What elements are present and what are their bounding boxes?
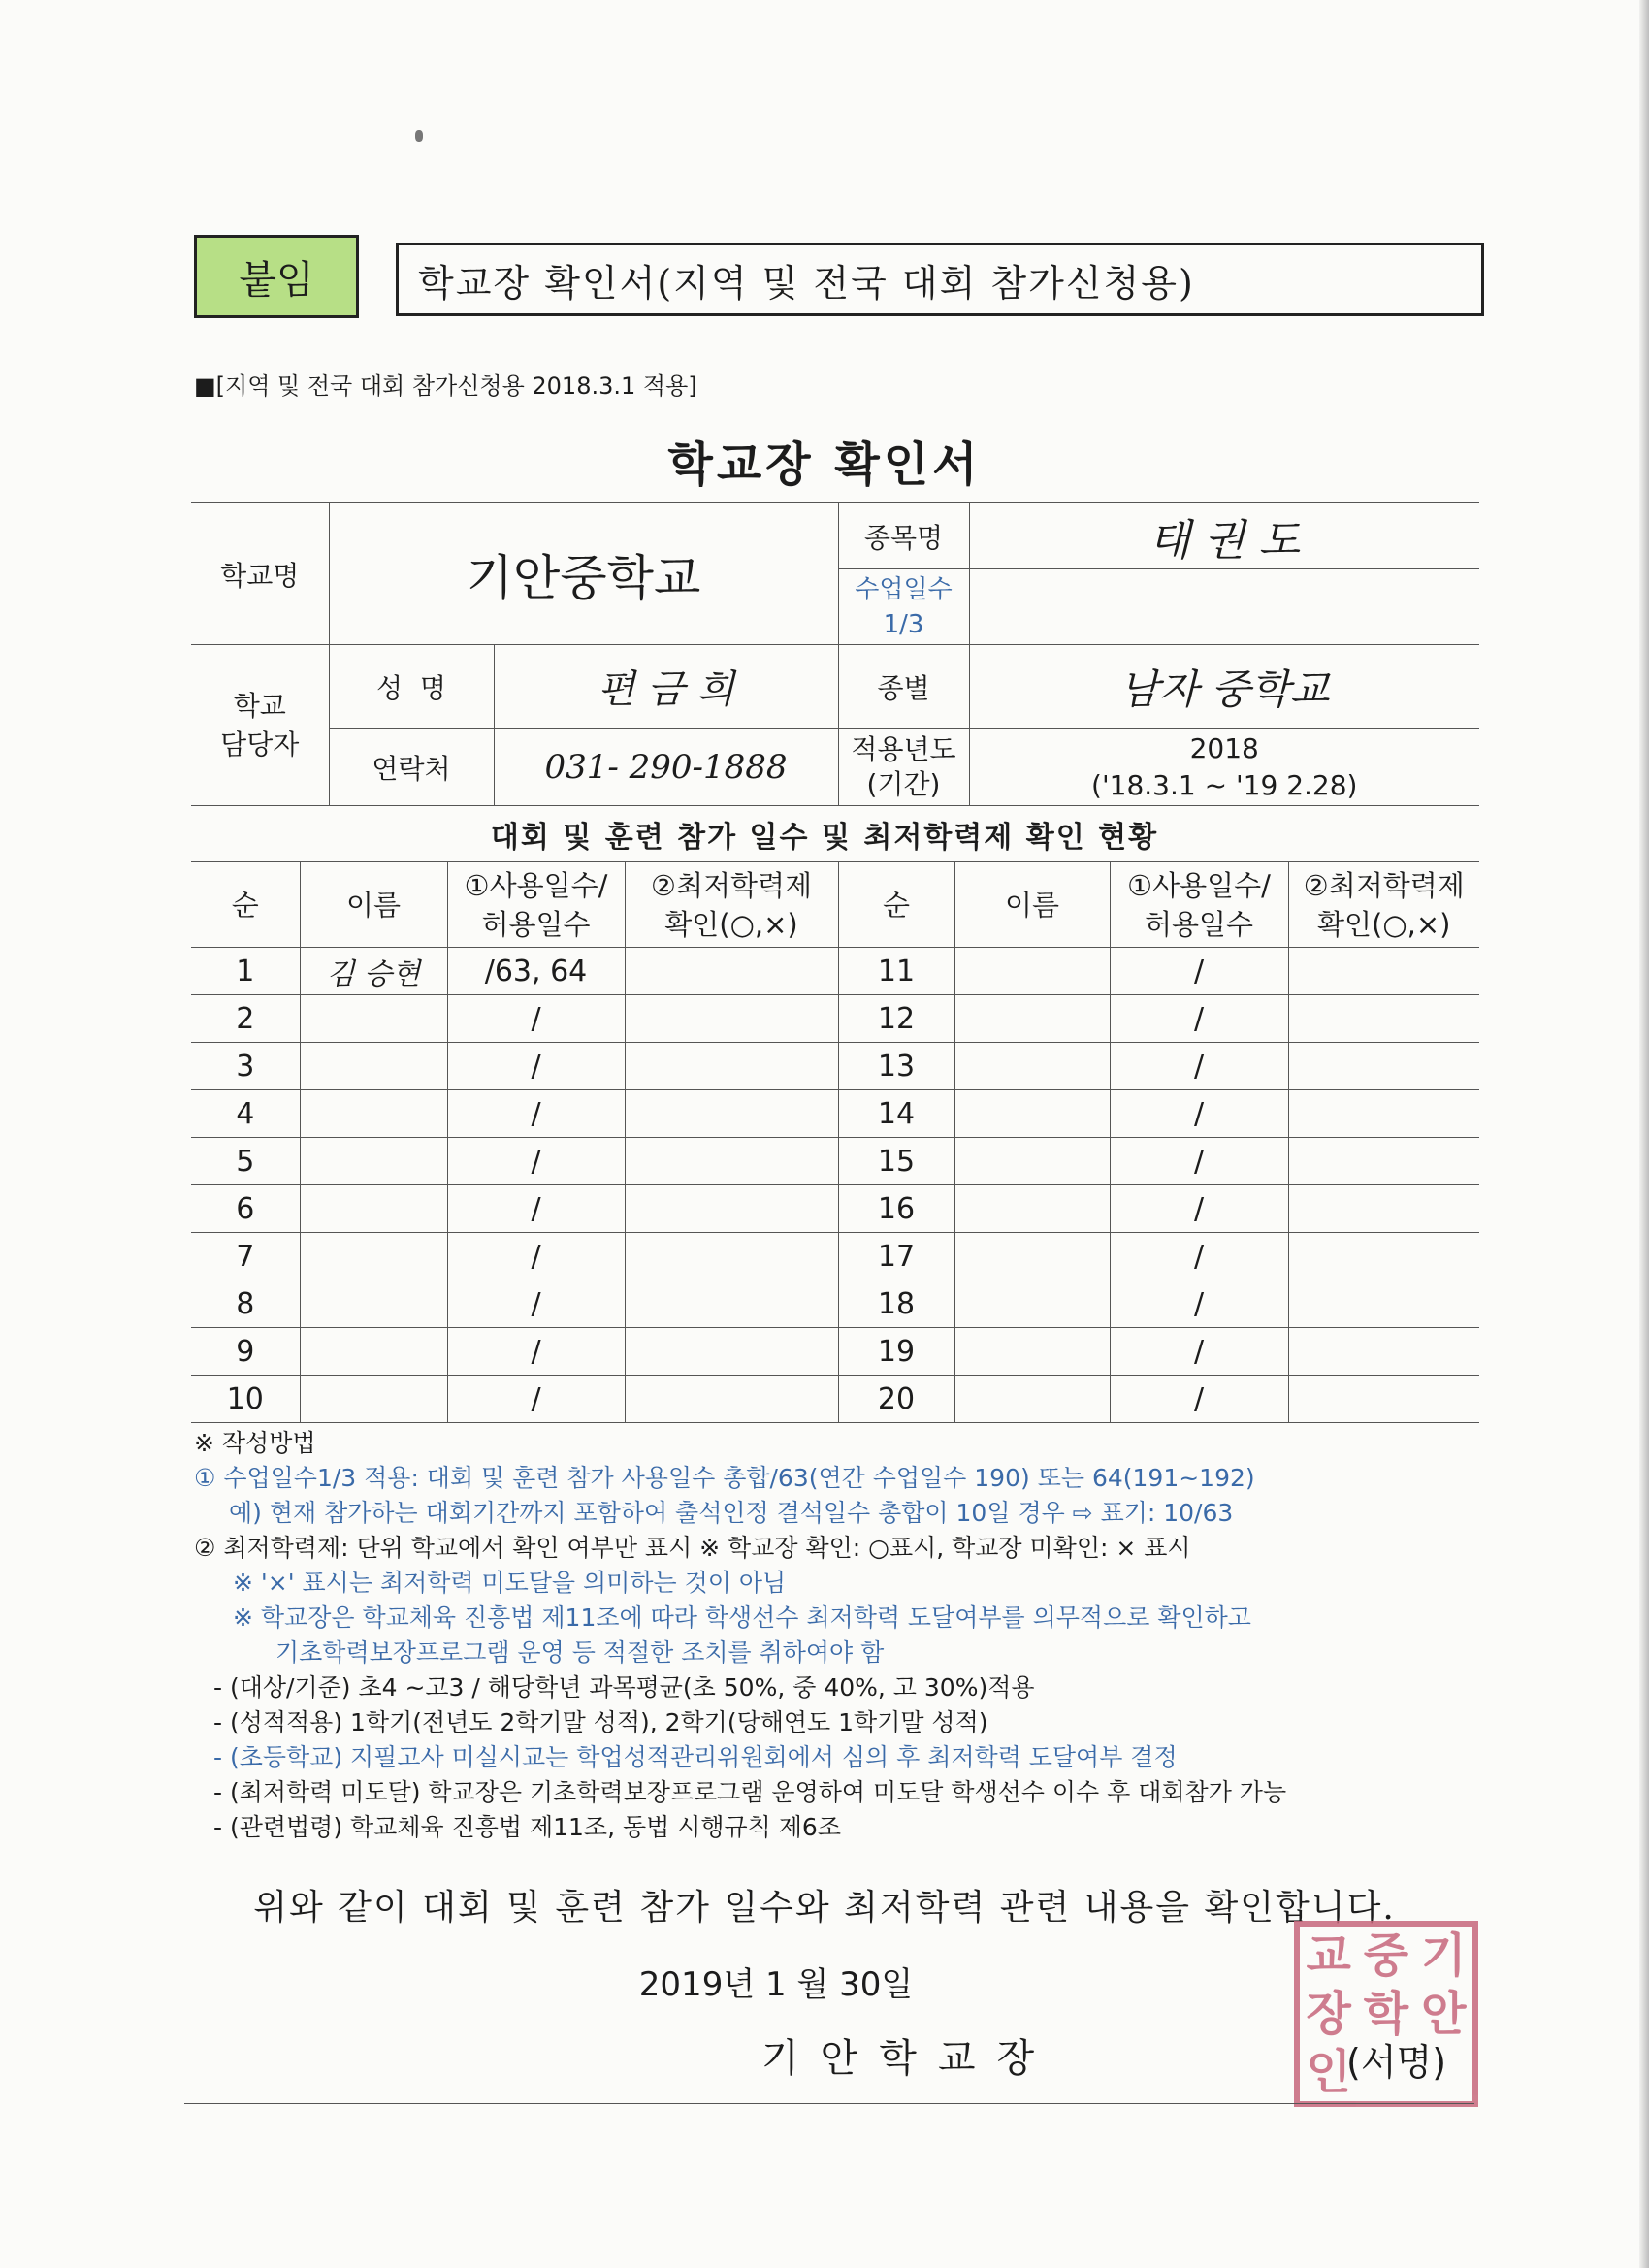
- table-row: [191, 1376, 1479, 1423]
- row-no: 9: [191, 1328, 300, 1376]
- header-check-line2: 확인(○,×): [1317, 907, 1451, 941]
- year-value-line1: 2018: [1189, 731, 1259, 764]
- row-name: [300, 1043, 447, 1090]
- row-name: [954, 1090, 1110, 1138]
- header-no: 순: [191, 862, 300, 948]
- header-check: [1288, 862, 1479, 948]
- row-name: [300, 1138, 447, 1185]
- method-line: - (초등학교) 지필고사 미실시교는 학업성적관리위원회에서 심의 후 최저학력 도달여부 결정: [213, 1743, 1178, 1771]
- name-value: 편 금 희: [494, 645, 838, 729]
- row-no: 19: [838, 1328, 954, 1376]
- class-days-label-line1: 수업일수: [855, 574, 953, 604]
- sport-label: 종목명: [838, 503, 969, 569]
- attachment-header: [194, 235, 1484, 318]
- row-no: 5: [191, 1138, 300, 1185]
- row-no: 16: [838, 1185, 954, 1233]
- row-name: [954, 1376, 1110, 1423]
- name-label: 성 명: [329, 645, 494, 729]
- row-no: 4: [191, 1090, 300, 1138]
- seal-glyph: 기: [1421, 1928, 1467, 1983]
- header-check-line2: 확인(○,×): [664, 907, 798, 941]
- year-value-line2: ('18.3.1 ~ '19 2.28): [1091, 768, 1358, 801]
- year-label-line2: (기간): [866, 767, 941, 800]
- method-line: ※ '×' 표시는 최저학력 미도달을 의미하는 것이 아님: [233, 1569, 787, 1597]
- row-check: [1288, 1328, 1479, 1376]
- row-days: /: [447, 1376, 625, 1423]
- staff-label: [191, 645, 329, 806]
- row-name: 김 승현: [300, 948, 447, 995]
- method-line: - (관련법령) 학교체육 진흥법 제11조, 동법 시행규칙 제6조: [213, 1813, 841, 1841]
- applicability-note: ■[지역 및 전국 대회 참가신청용 2018.3.1 적용]: [194, 373, 697, 400]
- table-row: [191, 1090, 1479, 1138]
- category-value: 남자 중학교: [969, 645, 1479, 729]
- method-line: - (최저학력 미도달) 학교장은 기초학력보장프로그램 운영하여 미도달 학생선수 이수 후 대회참가 가능: [213, 1778, 1287, 1806]
- method-line: 기초학력보장프로그램 운영 등 적절한 조치를 취하여야 함: [275, 1638, 885, 1667]
- method-line: ① 수업일수1/3 적용: 대회 및 훈련 참가 사용일수 총합/63(연간 수업일수 190) 또는 64(191~192): [194, 1464, 1255, 1492]
- method-line: ② 최저학력제: 단위 학교에서 확인 여부만 표시 ※ 학교장 확인: ○표시, 학교장 미확인: × 표시: [194, 1534, 1191, 1562]
- row-no: 17: [838, 1233, 954, 1280]
- row-days: /: [1110, 1280, 1288, 1328]
- row-check: [625, 1280, 838, 1328]
- header-days-line2: 허용일수: [1144, 907, 1254, 941]
- sport-value: 태 권 도: [969, 503, 1479, 569]
- seal-glyph: 장: [1306, 1987, 1351, 2041]
- category-label: 종별: [838, 645, 969, 729]
- row-check: [1288, 948, 1479, 995]
- row-no: 18: [838, 1280, 954, 1328]
- row-days: /: [447, 995, 625, 1043]
- row-name: [954, 1138, 1110, 1185]
- writing-method: [194, 1426, 1484, 1845]
- header-days-line1: ①사용일수/: [464, 868, 608, 902]
- method-line: - (대상/기준) 초4 ~고3 / 해당학년 과목평균(초 50%, 중 40%, 고 30%)적용: [213, 1673, 1035, 1701]
- row-name: [300, 1328, 447, 1376]
- row-days: /: [447, 1233, 625, 1280]
- school-name: 기안중학교: [329, 503, 838, 645]
- method-line: ※ 학교장은 학교체육 진흥법 제11조에 따라 학생선수 최저학력 도달여부를 의무적으로 확인하고: [233, 1604, 1251, 1632]
- scan-speck: [415, 130, 423, 142]
- staff-label-line2: 담당자: [220, 728, 300, 761]
- row-name: [954, 995, 1110, 1043]
- table-row: [191, 1043, 1479, 1090]
- row-check: [625, 1138, 838, 1185]
- method-lines: [194, 1461, 1484, 1845]
- signature-label: (서명): [1346, 2041, 1447, 2084]
- header-name: 이름: [954, 862, 1110, 948]
- year-value: [969, 729, 1479, 806]
- row-check: [625, 948, 838, 995]
- row-no: 11: [838, 948, 954, 995]
- row-days: /: [1110, 1185, 1288, 1233]
- table-row: [191, 995, 1479, 1043]
- confirmation-date: 2019년 1 월 30일: [638, 1965, 914, 2004]
- method-line: - (성적적용) 1학기(전년도 2학기말 성적), 2학기(당해연도 1학기말 성적): [213, 1708, 988, 1736]
- row-no: 13: [838, 1043, 954, 1090]
- row-name: [954, 1043, 1110, 1090]
- header-days-line1: ①사용일수/: [1127, 868, 1271, 902]
- row-check: [625, 1090, 838, 1138]
- participation-table: [191, 861, 1479, 1423]
- header-check-line1: ②최저학력제: [650, 868, 813, 902]
- row-no: 12: [838, 995, 954, 1043]
- row-name: [300, 1185, 447, 1233]
- year-label-line1: 적용년도: [851, 732, 956, 765]
- contact-label: 연락처: [329, 729, 494, 806]
- class-days-value: [969, 569, 1479, 645]
- row-days: /: [1110, 1138, 1288, 1185]
- seal-glyph: 중: [1363, 1928, 1409, 1983]
- row-days: /: [1110, 1328, 1288, 1376]
- divider-bottom: [184, 2103, 1474, 2104]
- year-label: [838, 729, 969, 806]
- row-no: 10: [191, 1376, 300, 1423]
- row-name: [954, 1280, 1110, 1328]
- row-days: /: [447, 1043, 625, 1090]
- table-row: [191, 948, 1479, 995]
- seal-glyph: 안: [1421, 1987, 1467, 2041]
- row-check: [1288, 1138, 1479, 1185]
- row-name: [954, 948, 1110, 995]
- row-check: [625, 1376, 838, 1423]
- class-days-label-line2: 1/3: [883, 609, 924, 639]
- row-check: [1288, 995, 1479, 1043]
- row-name: [300, 1233, 447, 1280]
- row-no: 8: [191, 1280, 300, 1328]
- method-heading: ※ 작성방법: [194, 1429, 316, 1457]
- table-row: [191, 1328, 1479, 1376]
- row-no: 7: [191, 1233, 300, 1280]
- row-check: [1288, 1185, 1479, 1233]
- header-check-line1: ②최저학력제: [1303, 868, 1465, 902]
- header-days-line2: 허용일수: [481, 907, 591, 941]
- info-table: [191, 502, 1479, 806]
- row-days: /: [447, 1185, 625, 1233]
- row-no: 14: [838, 1090, 954, 1138]
- class-days-label: [838, 569, 969, 645]
- header-name: 이름: [300, 862, 447, 948]
- row-days: /: [1110, 1233, 1288, 1280]
- row-name: [954, 1233, 1110, 1280]
- row-name: [954, 1185, 1110, 1233]
- header-no: 순: [838, 862, 954, 948]
- attachment-tag: 붙임: [194, 235, 359, 318]
- row-check: [625, 1233, 838, 1280]
- contact-value: 031- 290-1888: [494, 729, 838, 806]
- table-row: [191, 1233, 1479, 1280]
- seal-glyph: 학: [1363, 1987, 1409, 2041]
- attachment-title: 학교장 확인서(지역 및 전국 대회 참가신청용): [396, 243, 1484, 316]
- participation-section-title: 대회 및 훈련 참가 일수 및 최저학력제 확인 현황: [490, 821, 1159, 855]
- document-title: 학교장 확인서: [667, 437, 982, 492]
- row-name: [300, 1280, 447, 1328]
- principal-title: 기안학교장: [761, 2036, 1056, 2081]
- row-days: /: [1110, 1043, 1288, 1090]
- staff-label-line1: 학교: [233, 689, 286, 722]
- row-days: /: [447, 1328, 625, 1376]
- row-no: 6: [191, 1185, 300, 1233]
- row-no: 2: [191, 995, 300, 1043]
- confirmation-statement: 위와 같이 대회 및 훈련 참가 일수와 최저학력 관련 내용을 확인합니다.: [253, 1888, 1396, 1928]
- row-no: 3: [191, 1043, 300, 1090]
- seal-glyph: 인: [1306, 2045, 1351, 2099]
- method-line: 예) 현재 참가하는 대회기간까지 포함하여 출석인정 결석일수 총합이 10일 경우 ⇨ 표기: 10/63: [229, 1499, 1234, 1527]
- row-days: /: [1110, 948, 1288, 995]
- row-days: /: [1110, 995, 1288, 1043]
- row-check: [1288, 1233, 1479, 1280]
- row-days: /: [1110, 1090, 1288, 1138]
- row-name: [300, 1376, 447, 1423]
- row-check: [625, 1185, 838, 1233]
- row-check: [1288, 1280, 1479, 1328]
- header-days: [1110, 862, 1288, 948]
- row-check: [1288, 1090, 1479, 1138]
- table-row: [191, 1138, 1479, 1185]
- header-days: [447, 862, 625, 948]
- school-name-label: 학교명: [191, 503, 329, 645]
- row-name: [954, 1328, 1110, 1376]
- row-days: /: [447, 1138, 625, 1185]
- row-name: [300, 995, 447, 1043]
- row-name: [300, 1090, 447, 1138]
- participation-rows: [191, 948, 1479, 1423]
- row-no: 1: [191, 948, 300, 995]
- row-no: 15: [838, 1138, 954, 1185]
- row-check: [1288, 1376, 1479, 1423]
- table-row: [191, 1280, 1479, 1328]
- seal-glyph: 교: [1306, 1928, 1351, 1983]
- row-check: [625, 1328, 838, 1376]
- row-check: [625, 1043, 838, 1090]
- row-days: /63, 64: [447, 948, 625, 995]
- row-no: 20: [838, 1376, 954, 1423]
- header-check: [625, 862, 838, 948]
- row-check: [1288, 1043, 1479, 1090]
- row-check: [625, 995, 838, 1043]
- row-days: /: [447, 1280, 625, 1328]
- row-days: /: [1110, 1376, 1288, 1423]
- row-days: /: [447, 1090, 625, 1138]
- table-row: [191, 1185, 1479, 1233]
